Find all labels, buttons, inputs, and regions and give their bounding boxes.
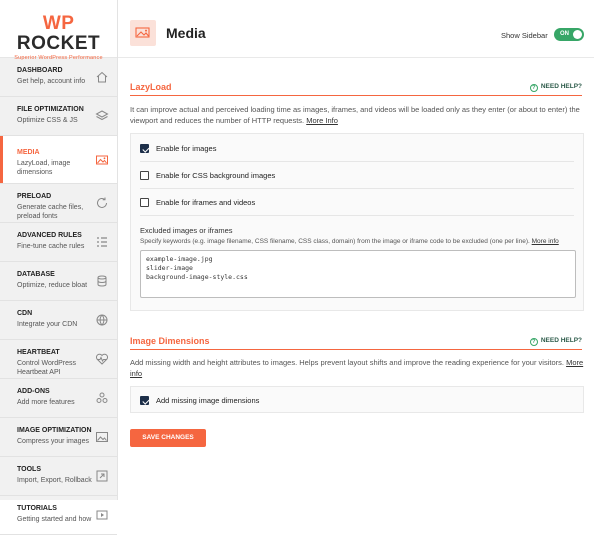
lazyload-description bbox=[130, 104, 584, 126]
excluded-description-text: Specify keywords (e.g. image filename, CSS filename, CSS class, domain) from the image or iframe code to be excluded (one per line). bbox=[140, 238, 530, 245]
sidebar-item-desc: Integrate your CDN bbox=[17, 321, 78, 328]
option-divider bbox=[140, 188, 574, 189]
excluded-line: example-image.jpg bbox=[146, 255, 213, 263]
image-icon bbox=[95, 153, 109, 167]
tools-icon bbox=[95, 469, 109, 483]
sidebar-item-desc: Add more features bbox=[17, 399, 75, 406]
help-icon: ? bbox=[530, 84, 538, 92]
page-header bbox=[118, 0, 594, 58]
tutorials-icon bbox=[95, 508, 109, 522]
lazyload-description-text: It can improve actual and perceived loading time as images, iframes, and videos will be loaded only as they enter (or about to enter) the viewport and reduces the number of HTTP requests. bbox=[130, 105, 580, 125]
sidebar-item-add-ons[interactable] bbox=[0, 379, 117, 418]
sidebar-item-title: TOOLS bbox=[17, 466, 41, 473]
sidebar-item-heartbeat[interactable] bbox=[0, 340, 117, 379]
dimensions-more-info-link[interactable]: More info bbox=[130, 358, 584, 378]
sidebar-item-database[interactable] bbox=[0, 262, 117, 301]
section-divider bbox=[130, 349, 582, 350]
enable-images-label: Enable for images bbox=[156, 144, 217, 153]
wp-rocket-logo[interactable] bbox=[0, 0, 117, 61]
dimensions-need-help-link[interactable] bbox=[530, 337, 582, 346]
dimensions-options-panel bbox=[130, 386, 584, 413]
sidebar-item-desc: Getting started and how bbox=[17, 516, 92, 523]
sidebar-item-title: DATABASE bbox=[17, 271, 55, 278]
sidebar-item-title: ADD-ONS bbox=[17, 388, 50, 395]
show-sidebar-label: Show Sidebar bbox=[501, 31, 548, 40]
section-divider bbox=[130, 95, 582, 96]
option-divider bbox=[140, 215, 574, 216]
excluded-title: Excluded images or iframes bbox=[140, 226, 233, 235]
sidebar-item-desc: Control WordPress Heartbeat API bbox=[17, 360, 77, 376]
excluded-line: slider-image bbox=[146, 264, 193, 272]
sidebar-item-tutorials[interactable] bbox=[0, 496, 117, 535]
sidebar-item-cdn[interactable] bbox=[0, 301, 117, 340]
sidebar-item-dashboard[interactable] bbox=[0, 58, 117, 97]
sidebar-item-title: FILE OPTIMIZATION bbox=[17, 106, 84, 113]
sidebar-item-desc: Import, Export, Rollback bbox=[17, 477, 92, 484]
enable-css-bg-label: Enable for CSS background images bbox=[156, 171, 276, 180]
sidebar-item-title: CDN bbox=[17, 310, 33, 317]
sidebar-item-title: DASHBOARD bbox=[17, 67, 63, 74]
home-icon bbox=[95, 70, 109, 84]
globe-icon bbox=[95, 313, 109, 327]
lazyload-section-header bbox=[130, 82, 582, 96]
need-help-label: NEED HELP? bbox=[540, 337, 582, 344]
add-missing-dimensions-checkbox[interactable] bbox=[140, 396, 149, 405]
image-opt-icon bbox=[95, 430, 109, 444]
sidebar-item-desc: Compress your images bbox=[17, 438, 89, 445]
help-icon: ? bbox=[530, 338, 538, 346]
sidebar-item-desc: LazyLoad, image dimensions bbox=[17, 160, 71, 176]
logo-tagline: Superior WordPress Performance bbox=[14, 55, 103, 61]
lazyload-title: LazyLoad bbox=[130, 82, 172, 92]
need-help-label: NEED HELP? bbox=[540, 83, 582, 90]
excluded-line: background-image-style.css bbox=[146, 273, 248, 281]
sidebar-item-title: PRELOAD bbox=[17, 193, 52, 200]
show-sidebar-toggle[interactable] bbox=[554, 28, 584, 41]
option-divider bbox=[140, 161, 574, 162]
toggle-knob bbox=[573, 30, 582, 39]
sidebar-item-desc: Fine-tune cache rules bbox=[17, 243, 85, 250]
sidebar-item-title: IMAGE OPTIMIZATION bbox=[17, 427, 92, 434]
sidebar-item-title: ADVANCED RULES bbox=[17, 232, 82, 239]
refresh-icon bbox=[95, 196, 109, 210]
toggle-state-text: ON bbox=[560, 31, 569, 37]
lazyload-options-panel bbox=[130, 133, 584, 311]
logo-wp: WP bbox=[42, 13, 75, 34]
logo-rocket: ROCKET bbox=[16, 33, 101, 54]
sidebar-item-title: MEDIA bbox=[17, 149, 40, 156]
lazyload-more-info-link[interactable]: More Info bbox=[306, 116, 338, 125]
sidebar-item-desc: Optimize, reduce bloat bbox=[17, 282, 88, 289]
sidebar-item-tools[interactable] bbox=[0, 457, 117, 496]
layers-icon bbox=[95, 109, 109, 123]
sidebar bbox=[0, 0, 118, 523]
dimensions-description bbox=[130, 357, 584, 379]
enable-iframes-checkbox[interactable] bbox=[140, 198, 149, 207]
enable-iframes-label: Enable for iframes and videos bbox=[156, 198, 256, 207]
page-title: Media bbox=[166, 25, 206, 41]
sidebar-item-title: TUTORIALS bbox=[17, 505, 57, 512]
sidebar-item-media[interactable] bbox=[0, 136, 117, 184]
sidebar-item-desc: Optimize CSS & JS bbox=[17, 117, 78, 124]
lazyload-need-help-link[interactable] bbox=[530, 83, 582, 92]
list-icon bbox=[95, 235, 109, 249]
main-content bbox=[118, 0, 594, 500]
sidebar-item-desc: Generate cache files, preload fonts bbox=[17, 204, 84, 220]
save-changes-button[interactable]: SAVE CHANGES bbox=[130, 429, 206, 447]
sidebar-item-image-optimization[interactable] bbox=[0, 418, 117, 457]
excluded-description bbox=[140, 238, 559, 245]
enable-css-bg-checkbox[interactable] bbox=[140, 171, 149, 180]
add-missing-dimensions-label: Add missing image dimensions bbox=[156, 396, 260, 405]
dimensions-title: Image Dimensions bbox=[130, 336, 210, 346]
sidebar-item-advanced-rules[interactable] bbox=[0, 223, 117, 262]
database-icon bbox=[95, 274, 109, 288]
sidebar-item-file-optimization[interactable] bbox=[0, 97, 117, 136]
dimensions-description-text: Add missing width and height attributes to images. Helps prevent layout shifts and improve the reading experience for your visitors. bbox=[130, 358, 564, 367]
dimensions-section-header bbox=[130, 336, 582, 350]
sidebar-item-desc: Get help, account info bbox=[17, 78, 86, 85]
enable-images-checkbox[interactable] bbox=[140, 144, 149, 153]
excluded-more-info-link[interactable]: More info bbox=[531, 238, 559, 245]
heartbeat-icon bbox=[95, 352, 109, 366]
excluded-textarea[interactable] bbox=[140, 250, 576, 298]
media-icon bbox=[130, 20, 156, 46]
sidebar-item-title: HEARTBEAT bbox=[17, 349, 60, 356]
sidebar-item-preload[interactable] bbox=[0, 184, 117, 223]
addons-icon bbox=[95, 391, 109, 405]
